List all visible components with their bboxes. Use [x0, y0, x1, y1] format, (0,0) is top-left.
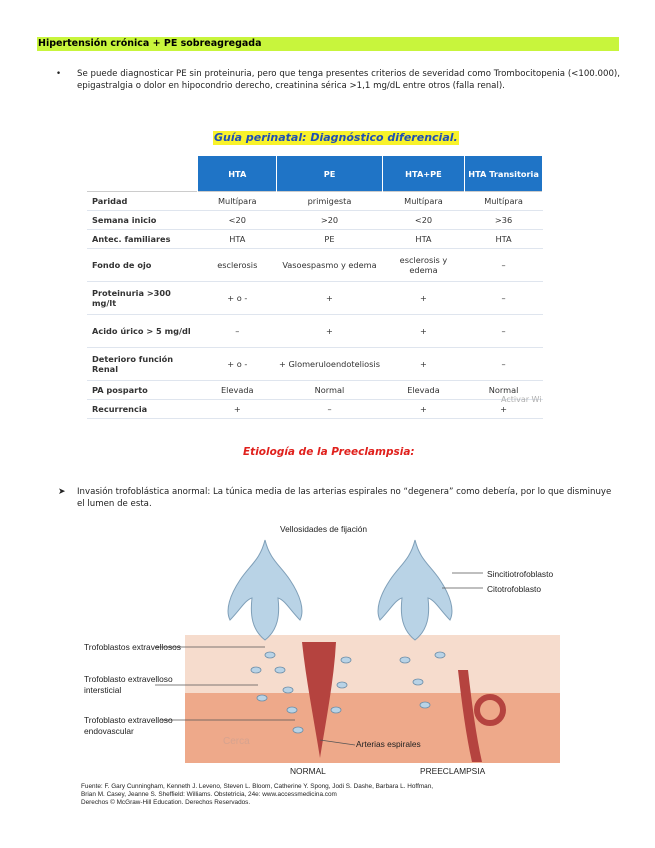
table-row: [87, 192, 543, 211]
table-cell: >20: [277, 211, 383, 230]
row-label: Fondo de ojo: [87, 249, 198, 282]
table-cell: + o -: [198, 348, 277, 381]
label-endovascular-1: Trofoblasto extravelloso: [84, 715, 173, 725]
activation-watermark: Activar Wi: [501, 395, 542, 404]
table-header-cell: HTA: [198, 156, 277, 192]
bullet-paragraph-2: [60, 486, 620, 510]
table-cell: <20: [198, 211, 277, 230]
table-cell: Multípara: [465, 192, 543, 211]
bullet-marker: •: [56, 69, 62, 79]
figure-source-citation: [81, 783, 601, 808]
label-intersticial-1: Trofoblasto extravelloso: [84, 674, 173, 684]
table-row: [87, 381, 543, 400]
label-normal: NORMAL: [290, 766, 326, 776]
bullet-paragraph-1: [56, 68, 620, 92]
table-row: [87, 230, 543, 249]
differential-diagnosis-table: [87, 156, 543, 419]
source-line-1: Fuente: F. Gary Cunningham, Kenneth J. Leveno, Steven L. Bloom, Catherine Y. Spong, Jodi S. Dashe, Barbara L. Hoffman,: [81, 783, 434, 790]
table-cell: Normal: [465, 381, 543, 400]
row-label: Semana inicio: [87, 211, 198, 230]
source-line-2: Brian M. Casey, Jeanne S. Sheffield: Williams. Obstetricia, 24e: www.accessmedicina.com: [81, 791, 337, 799]
decidua-layer: [185, 635, 560, 693]
bullet-text: Se puede diagnosticar PE sin proteinuria, pero que tenga presentes criterios de severidad como Trombocitopenia (<100.000), epigastralgia o dolor en hipocondrio derecho, creatinina sérica >1,1 mg/dL entre otros (falla renal).: [77, 69, 620, 91]
table-cell: Vasoespasmo y edema: [277, 249, 383, 282]
label-endovascular-2: endovascular: [84, 726, 134, 736]
table-header-cell: HTA Transitoria: [465, 156, 543, 192]
row-label: Proteinuria >300 mg/lt: [87, 282, 198, 315]
table-cell: Elevada: [198, 381, 277, 400]
table-cell: >36: [465, 211, 543, 230]
table-row: [87, 282, 543, 315]
label-vellosidades: Vellosidades de fijación: [280, 524, 368, 534]
guide-title: Guía perinatal: Diagnóstico diferencial.: [214, 131, 458, 144]
table-header-row: [87, 156, 543, 192]
table-row: [87, 400, 543, 419]
table-header-cell: HTA+PE: [382, 156, 464, 192]
bullet-text: Invasión trofoblástica anormal: La túnica media de las arterias espirales no “degenera” como debería, por lo que disminuye el lumen de esta.: [77, 487, 612, 509]
table-cell: PE: [277, 230, 383, 249]
source-line-3: Derechos © McGraw-Hill Education. Derechos Reservados.: [81, 799, 251, 807]
table-cell: –: [465, 315, 543, 348]
table-cell: esclerosis: [198, 249, 277, 282]
table-cell: <20: [382, 211, 464, 230]
label-trofoblastos-extravellosos: Trofoblastos extravellosos: [84, 642, 181, 652]
label-intersticial-2: intersticial: [84, 685, 122, 695]
section-heading: Hipertensión crónica + PE sobreagregada: [37, 37, 619, 51]
table-cell: primigesta: [277, 192, 383, 211]
row-label: Antec. familiares: [87, 230, 198, 249]
row-label: Recurrencia: [87, 400, 198, 419]
figure-watermark: Cerca: [223, 736, 250, 747]
table-cell: HTA: [198, 230, 277, 249]
villi-right: [378, 540, 452, 640]
table-cell: + o -: [198, 282, 277, 315]
etiology-title: Etiología de la Preeclampsia:: [243, 446, 415, 458]
table-cell: Elevada: [382, 381, 464, 400]
table-cell: –: [465, 249, 543, 282]
table-cell: esclerosis y edema: [382, 249, 464, 282]
table-cell: –: [198, 315, 277, 348]
table-cell: –: [465, 348, 543, 381]
label-sincitiotrofoblasto: Sincitiotrofoblasto: [487, 569, 554, 579]
table-cell: +: [277, 282, 383, 315]
table-cell: +: [277, 315, 383, 348]
preeclampsia-figure: [80, 520, 580, 782]
table-cell: HTA: [382, 230, 464, 249]
label-citotrofoblasto: Citotrofoblasto: [487, 584, 541, 594]
table-cell: –: [277, 400, 383, 419]
label-arterias-espirales: Arterias espirales: [356, 739, 421, 749]
table-header-cell: PE: [277, 156, 383, 192]
row-label: Deterioro función Renal: [87, 348, 198, 381]
table-cell: + Glomeruloendoteliosis: [277, 348, 383, 381]
row-label: Acido úrico > 5 mg/dl: [87, 315, 198, 348]
table-cell: –: [465, 282, 543, 315]
table-header-empty: [87, 156, 198, 192]
table-cell: HTA: [465, 230, 543, 249]
row-label: Paridad: [87, 192, 198, 211]
label-preeclampsia: PREECLAMPSIA: [420, 766, 486, 776]
table-cell: +: [465, 400, 543, 419]
table-row: [87, 211, 543, 230]
row-label: PA posparto: [87, 381, 198, 400]
table-cell: Normal: [277, 381, 383, 400]
table-row: [87, 249, 543, 282]
table-cell: +: [198, 400, 277, 419]
table-row: [87, 348, 543, 381]
arrow-bullet-icon: ➤: [58, 487, 66, 497]
table-cell: Multípara: [198, 192, 277, 211]
table-row: [87, 315, 543, 348]
table-cell: +: [382, 315, 464, 348]
table-cell: +: [382, 348, 464, 381]
table-cell: +: [382, 282, 464, 315]
table-cell: Multípara: [382, 192, 464, 211]
villi-left: [228, 540, 302, 640]
table-cell: +: [382, 400, 464, 419]
